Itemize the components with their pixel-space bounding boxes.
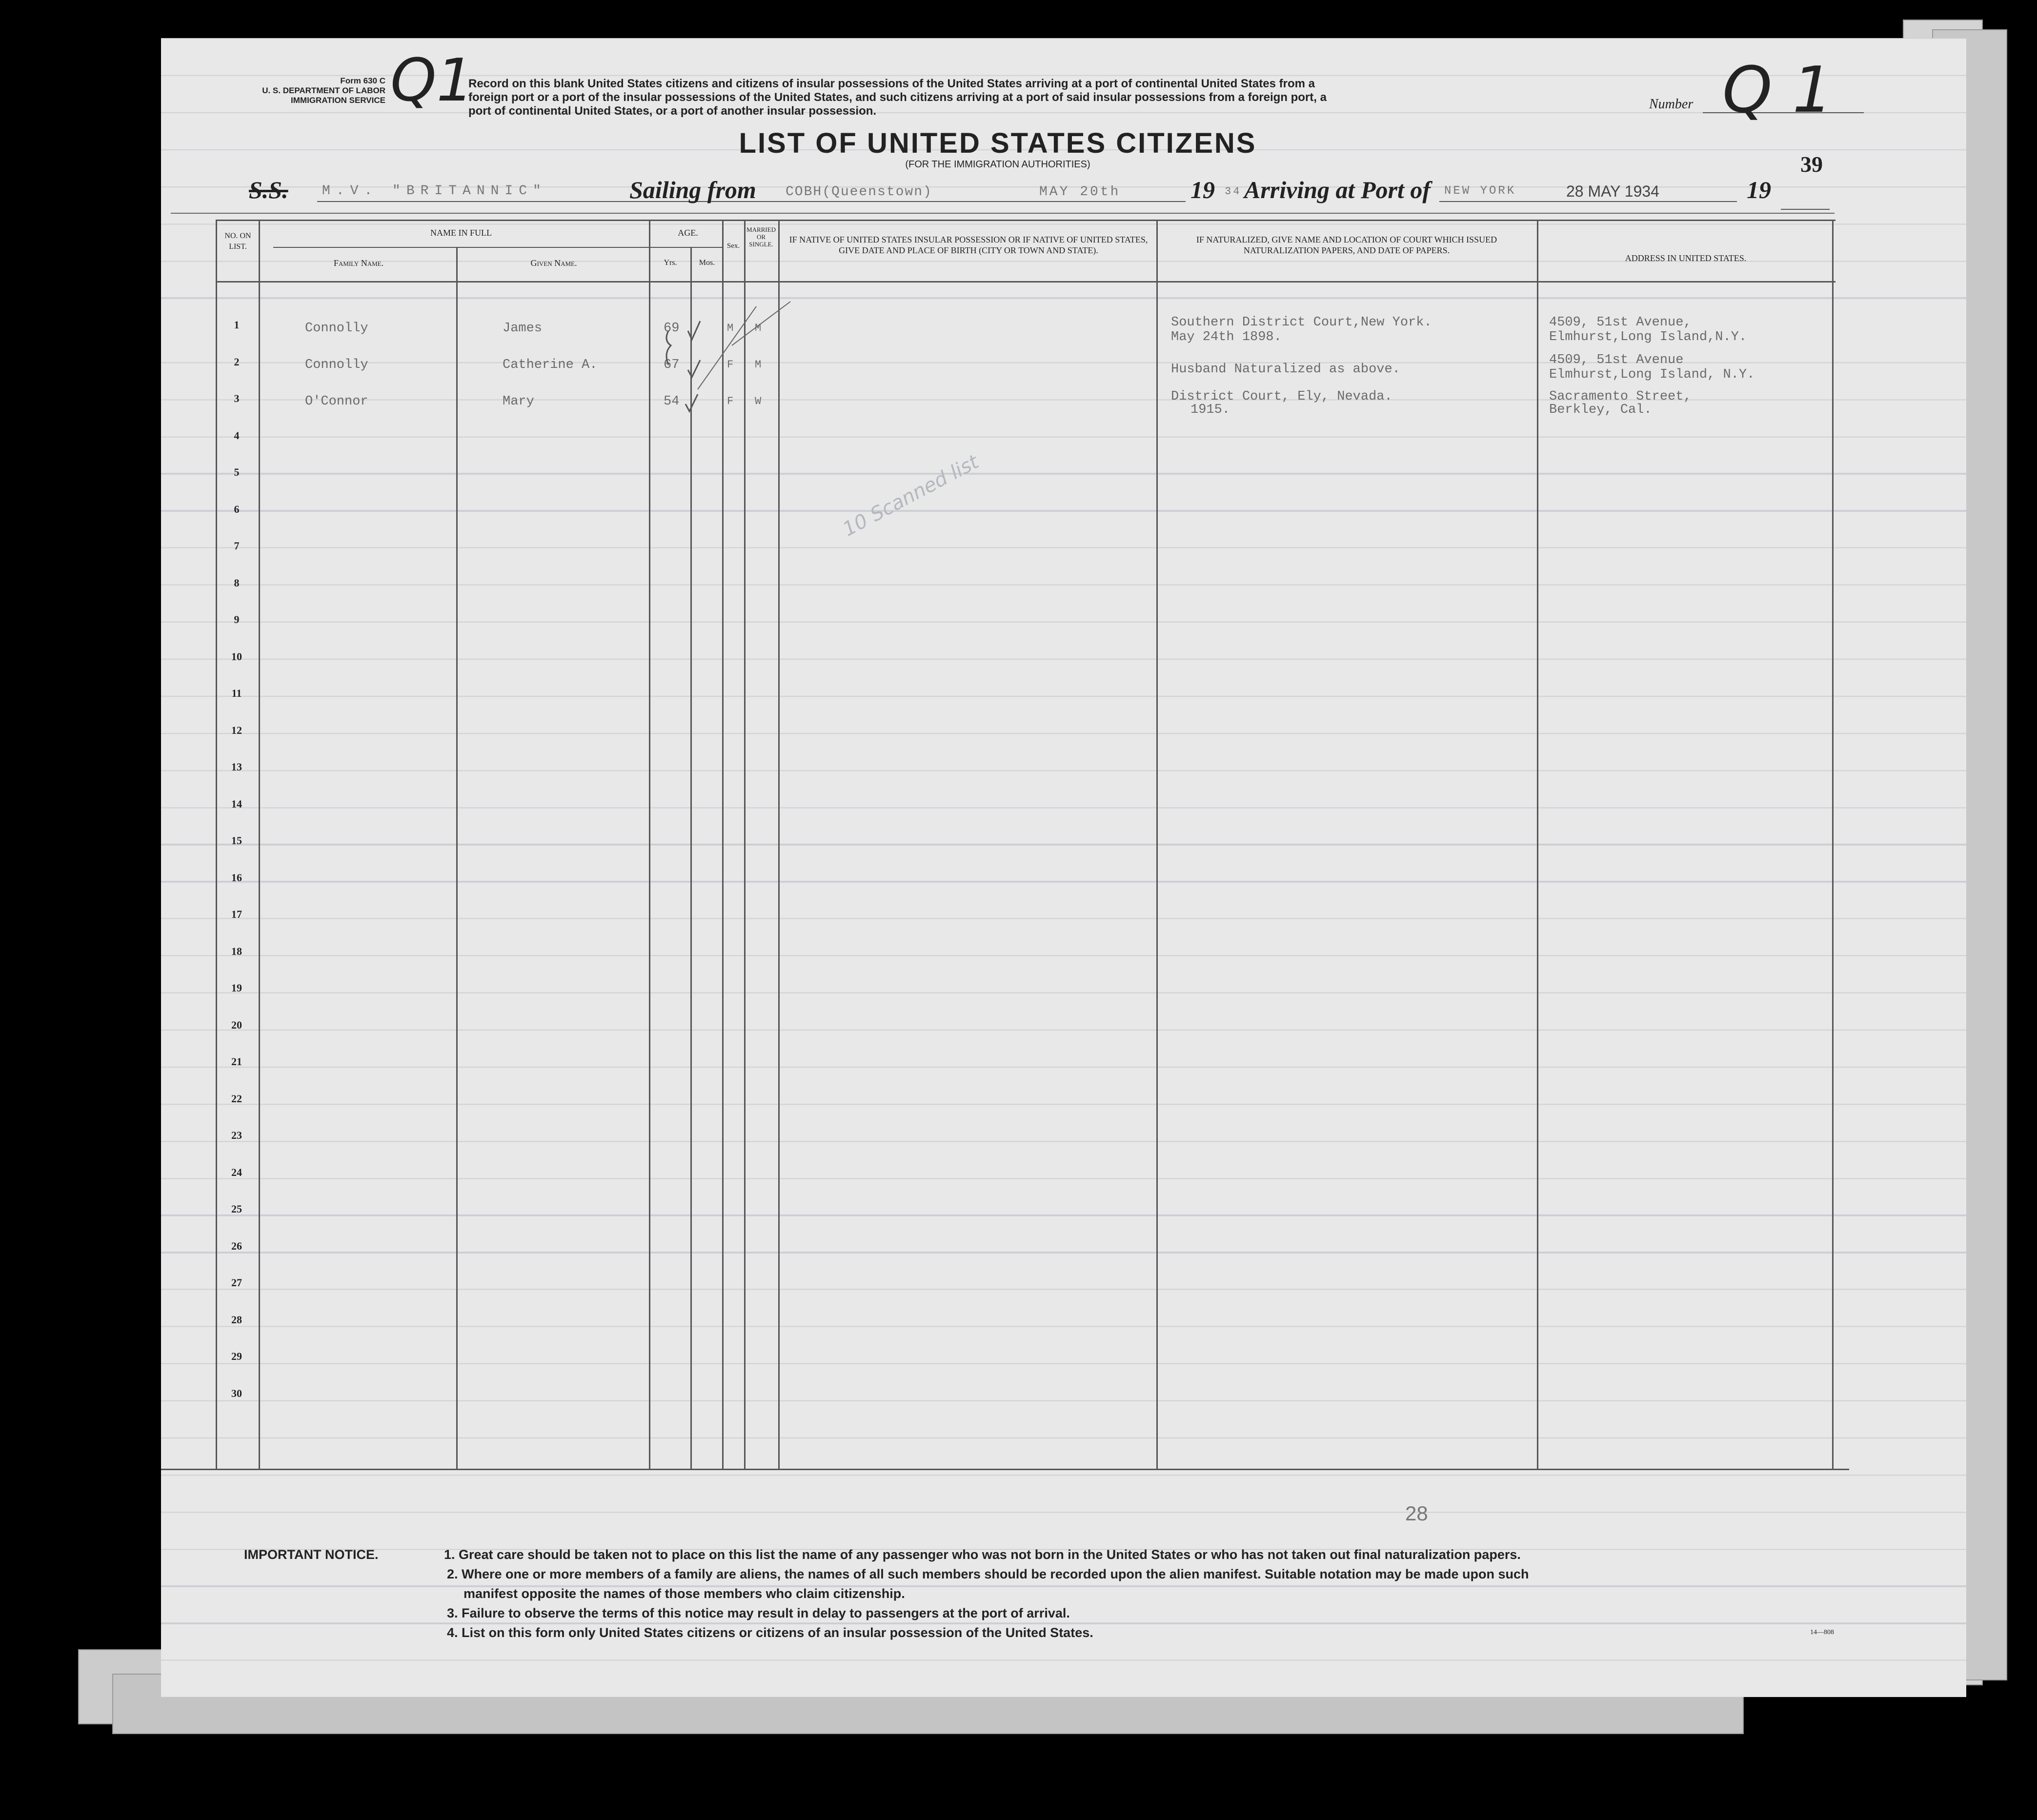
address-cell: Elmhurst,Long Island, N.Y. [1549,367,1755,382]
number-label: Number [1649,97,1694,112]
page-title: LIST OF UNITED STATES CITIZENS [739,127,1257,159]
row-number: 8 [234,576,240,589]
punch-hole [123,1399,141,1419]
family-name-cell: Connolly [305,321,368,336]
punch-hole [55,1482,67,1498]
arrival-year-prefix: 19 [1747,176,1771,203]
header-given-name: Given Name. [530,258,577,268]
check-marks [629,272,854,428]
family-name-cell: O'Connor [305,394,368,409]
col-divider [456,247,458,1469]
header-native-info: IF NATIVE OF UNITED STATES INSULAR POSSESSION OR IF NATIVE OF UNITED STATES, GIVE DATE AND PLACE OF BIRTH (CITY OR TOWN AND STATE). [789,235,1148,255]
naturalization-cell: Southern District Court,New York. [1171,315,1432,330]
notice-body [444,1545,1849,1642]
naturalization-cell: District Court, Ely, Nevada. [1171,389,1392,404]
year-prefix: 19 [1190,176,1215,203]
table-top-rule [216,220,1835,221]
row-number: 4 [234,429,240,442]
col-divider [690,247,692,1469]
address-cell: Sacramento Street, [1549,389,1692,404]
row-number: 12 [231,724,242,736]
header-age: AGE. [678,228,698,238]
ss-label: S.S. [249,176,288,203]
punch-hole [55,628,67,644]
intro-line: foreign port or a port of the insular possessions of the United States, and such citizens arriving at a port of said insular possessions from a foreign port, a [468,91,1327,104]
pencil-note: 10 Scanned list [839,450,983,541]
col-divider [1832,220,1834,1469]
punch-hole [55,1087,67,1103]
row-number: 2 [234,355,240,368]
sex-cell: F [727,395,734,407]
row-number: 16 [231,871,242,884]
header-address: ADDRESS IN UNITED STATES. [1625,253,1747,263]
marital-cell: M [755,322,762,334]
row-number: 11 [231,687,242,699]
given-name-cell: Mary [503,394,534,409]
page-number: 39 [1800,152,1823,177]
notice-item: 3. Failure to observe the terms of this notice may result in delay to passengers at the port of arrival. [447,1606,1070,1620]
row-number: 25 [231,1203,242,1215]
punch-hole [123,1151,141,1170]
notice-heading: IMPORTANT NOTICE. [244,1547,379,1562]
arriving-label: Arriving at Port of [1244,176,1431,203]
address-cell: 4509, 51st Avenue, [1549,315,1692,330]
service-name: IMMIGRATION SERVICE [291,96,385,105]
age-yrs-cell: 67 [664,358,680,372]
row-number: 29 [231,1350,242,1362]
header-name-in-full: NAME IN FULL [430,228,492,238]
handwritten-number: Q 1 [1722,53,1833,127]
header-no-on-list: NO. ON LIST. [224,232,251,251]
row-number: 28 [231,1313,242,1326]
voyage-line-rule [171,213,1835,214]
row-number: 23 [231,1129,242,1141]
naturalization-cell: May 24th 1898. [1171,330,1282,344]
departure-date-underline [1034,201,1186,202]
table-header-rule [216,281,1835,283]
header-sex: Sex. [726,242,740,250]
age-subheader-rule [649,247,722,248]
row-number: 3 [234,392,240,404]
row-number: 14 [231,797,242,810]
address-cell: 4509, 51st Avenue [1549,353,1684,367]
header-naturalized-info: IF NATURALIZED, GIVE NAME AND LOCATION OF COURT WHICH ISSUED NATURALIZATION PAPERS, AND DATE OF PAPERS. [1196,235,1497,255]
arrival-year-underline [1781,209,1830,210]
row-number: 6 [234,503,240,515]
naturalization-cell: 1915. [1190,403,1230,417]
punch-hole [55,1160,67,1176]
row-number: 15 [231,834,242,847]
header-mos: Mos. [699,259,715,267]
form-identification [220,76,385,105]
age-yrs-cell: 54 [664,394,680,409]
intro-text [468,77,1747,118]
notice-item: 2. Where one or more members of a family are aliens, the names of all such members should be recorded upon the alien manifest. Suitable notation may be made upon such [447,1567,1529,1581]
given-name-cell: Catherine A. [503,358,598,372]
intro-line: Record on this blank United States citizens and citizens of insular possessions of the United States arriving at a port of continental United States from a [468,77,1315,90]
row-number: 24 [231,1166,242,1178]
form-number: Form 630 C [340,76,385,85]
print-code: 14—808 [1810,1629,1834,1636]
row-number: 17 [231,908,242,920]
notice-item: 1. Great care should be taken not to place on this list the name of any passenger who was not born in the United States or who has not taken out final naturalization papers. [444,1547,1521,1562]
punch-hole [123,1077,141,1097]
row-number: 26 [231,1239,242,1252]
header-family-name: Family Name. [333,258,384,268]
vessel-name: M.V. "BRITANNIC" [322,183,547,199]
row-number: 19 [231,982,242,994]
punch-hole [55,1409,67,1425]
row-number: 21 [231,1055,242,1068]
table-bottom-rule [161,1469,1849,1470]
col-divider [259,220,260,1469]
manifest-page [161,38,1966,1697]
departure-date: MAY 20th [1039,184,1121,200]
punch-hole [123,619,141,638]
marital-cell: W [755,395,762,407]
row-number: 7 [234,540,240,552]
row-number: 10 [231,650,242,663]
sex-cell: F [727,359,734,371]
address-cell: Elmhurst,Long Island,N.Y. [1549,330,1747,344]
age-yrs-cell: 69 [664,321,680,336]
row-number: 18 [231,945,242,957]
punch-hole [123,1473,141,1492]
row-number: 22 [231,1092,242,1105]
given-name-cell: James [503,321,543,336]
departure-port: COBH(Queenstown) [786,184,932,200]
sailing-from-label: Sailing from [629,176,756,203]
punch-hole [55,555,67,571]
notice-item: 4. List on this form only United States citizens or citizens of an insular possession of the United States. [447,1625,1093,1640]
row-number: 30 [231,1387,242,1399]
arrival-date-stamp: 28 MAY 1934 [1566,182,1659,200]
handwritten-code-left: Q1 [390,47,474,115]
department-name: U. S. DEPARTMENT OF LABOR [262,86,385,95]
footer-stamp-number: 28 [1405,1502,1428,1525]
departure-year-suffix: 34 [1225,185,1242,198]
row-number: 20 [231,1018,242,1031]
arrival-port: NEW YORK [1444,184,1516,198]
row-number: 13 [231,761,242,773]
naturalization-cell: Husband Naturalized as above. [1171,362,1400,377]
header-married-or-single: MARRIED OR SINGLE. [746,226,776,248]
marital-cell: M [755,359,762,371]
arrival-underline [1439,201,1737,202]
notice-item: manifest opposite the names of those members who claim citizenship. [464,1586,905,1601]
col-divider [1156,220,1158,1469]
address-cell: Berkley, Cal. [1549,403,1652,417]
col-divider [1537,220,1538,1469]
row-number: 9 [234,613,240,626]
sex-cell: M [727,322,734,334]
row-number: 5 [234,466,240,478]
punch-hole [55,243,67,259]
punch-hole [55,317,67,333]
family-name-cell: Connolly [305,358,368,372]
col-divider [216,220,217,1469]
row-number: 1 [234,319,240,331]
punch-hole [123,546,141,565]
page-subtitle: (FOR THE IMMIGRATION AUTHORITIES) [905,159,1090,170]
row-number: 27 [231,1276,242,1289]
intro-line: port of continental United States, or a port of another insular possession. [468,104,877,118]
header-yrs: Yrs. [664,259,677,267]
